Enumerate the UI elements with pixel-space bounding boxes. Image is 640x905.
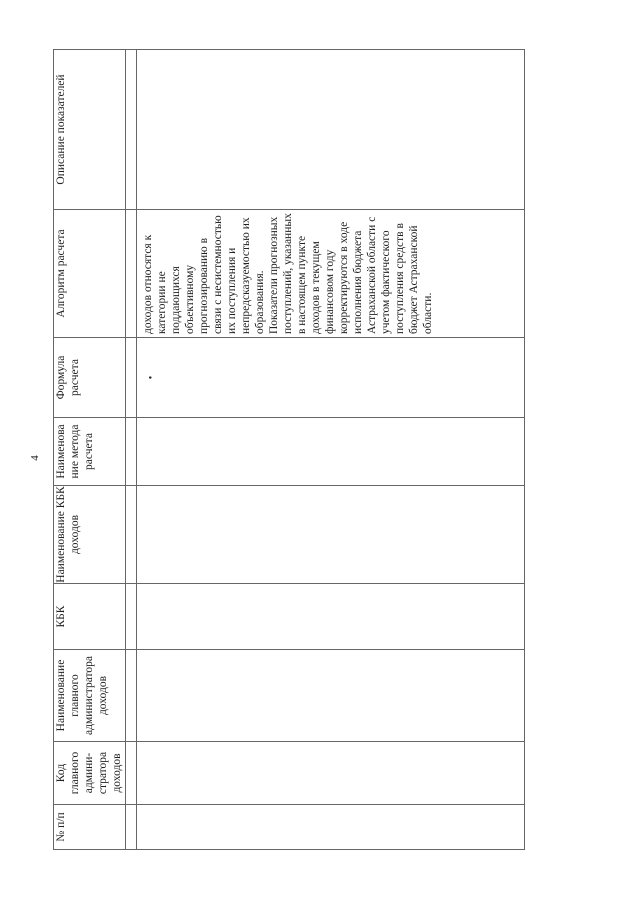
column-number-row bbox=[126, 50, 137, 850]
cell-admin-name bbox=[137, 650, 525, 742]
header-num: № п/п bbox=[54, 805, 126, 850]
cell-num bbox=[137, 805, 525, 850]
algorithm-text: доходов относятся к категории не поддающихся объективному прогнозированию в связи с несистемностью их поступления и непредсказуемостью их образования. Показатели прогнозных поступлений, указанных в настоящем пункте доходов в текущем финансовом году корректируются в ходе исполнения бюджета Астраханской области с учетом фактического поступления средств в бюджет Астраханской области. bbox=[142, 213, 435, 334]
table-header-row bbox=[54, 50, 126, 850]
header-kbk: КБК bbox=[54, 584, 126, 650]
header-algorithm: Алгоритм расчета bbox=[54, 210, 126, 338]
header-description: Описание показателей bbox=[54, 50, 126, 210]
rotated-table-wrapper bbox=[53, 50, 525, 850]
cell-algorithm bbox=[137, 210, 525, 338]
page-number: 4 bbox=[29, 455, 41, 461]
cell-method-name bbox=[137, 418, 525, 486]
table-row bbox=[137, 50, 525, 850]
header-formula: Формула расчета bbox=[54, 338, 126, 418]
header-admin-code: Код главного админи-стратора доходов bbox=[54, 742, 126, 805]
header-kbk-name: Наименование КБК доходов bbox=[54, 486, 126, 584]
formula-mark: • bbox=[146, 375, 158, 380]
cell-admin-code bbox=[137, 742, 525, 805]
cell-kbk-name bbox=[137, 486, 525, 584]
revenue-forecast-table bbox=[53, 49, 525, 850]
cell-kbk bbox=[137, 584, 525, 650]
header-method-name: Наименова ние метода расчета bbox=[54, 418, 126, 486]
cell-formula bbox=[137, 338, 525, 418]
cell-description bbox=[137, 50, 525, 210]
header-admin-name: Наименование главного администратора доходов bbox=[54, 650, 126, 742]
